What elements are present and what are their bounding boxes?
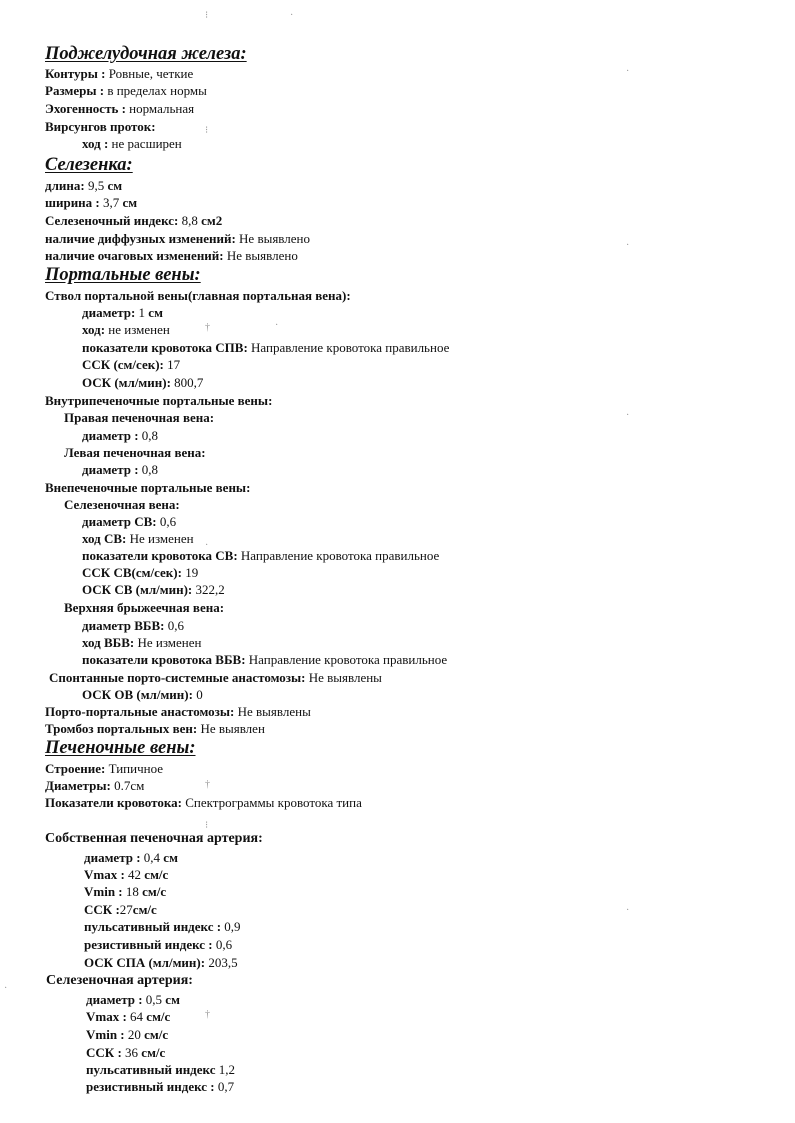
field-value: Не выявлены <box>308 670 382 685</box>
field-label: ход: <box>82 322 106 337</box>
section-title-hepatic-veins: Печеночные вены: <box>45 738 196 758</box>
field-value: 0,6 <box>215 937 233 952</box>
field-label: Ствол портальной вены(главная портальная вена): <box>45 288 351 303</box>
field-unit: см <box>148 305 163 320</box>
field-value: Не изменен <box>137 635 202 650</box>
field-label: пульсативный индекс : <box>84 919 222 934</box>
spleen-focal <box>45 247 298 264</box>
field-label: диаметр ВБВ: <box>82 618 165 633</box>
scan-speck-icon: ⁝ <box>205 820 209 831</box>
smv-flow <box>82 651 447 668</box>
hepatic-diameter <box>45 777 144 794</box>
field-label: диаметр : <box>82 428 139 443</box>
field-value: 0,4 <box>143 850 161 865</box>
field-label: Vmax : <box>86 1009 127 1024</box>
field-label: Внепеченочные портальные вены: <box>45 480 251 495</box>
field-label: наличие диффузных изменений: <box>45 231 236 246</box>
field-value: Направление кровотока правильное <box>251 340 450 355</box>
field-label: Эхогенность : <box>45 101 126 116</box>
field-label: Правая печеночная вена: <box>64 410 215 425</box>
field-unit: см <box>122 195 138 210</box>
splenic-artery-title <box>46 972 193 989</box>
smv-diameter <box>82 617 184 634</box>
sv-ssk <box>82 564 198 581</box>
field-value: 0,8 <box>141 428 159 443</box>
field-label: Строение: <box>45 761 106 776</box>
field-value: Спектрограммы кровотока типа <box>185 795 362 810</box>
spleen-index <box>45 212 222 229</box>
field-value: в пределах нормы <box>107 83 207 98</box>
ha-ssk <box>84 901 157 918</box>
ha-pi <box>84 918 241 935</box>
pancreas-duct-course <box>82 135 182 152</box>
field-value: Направление кровотока правильное <box>248 652 448 667</box>
field-unit: см <box>165 992 180 1007</box>
field-label: ОСК СПА (мл/мин): <box>84 955 206 970</box>
field-unit: см/с <box>146 1009 171 1024</box>
field-unit: см <box>107 178 123 193</box>
field-value: не расширен <box>111 136 182 151</box>
portal-extrahepatic <box>45 479 250 496</box>
field-label: Vmin : <box>86 1027 125 1042</box>
porto-portal-anastomoses <box>45 703 311 720</box>
field-unit: см/с <box>132 902 157 917</box>
portal-smv <box>64 599 224 616</box>
field-value: 0,9 <box>224 919 241 934</box>
field-label: Верхняя брыжеечная вена: <box>64 600 225 615</box>
ha-vmin <box>84 883 166 900</box>
field-value: 0,5 <box>145 992 163 1007</box>
scan-speck-icon: † <box>205 779 210 790</box>
sa-vmax <box>86 1008 170 1025</box>
scan-speck-icon: † <box>205 1009 210 1020</box>
field-value: 0,8 <box>141 462 159 477</box>
sa-vmin <box>86 1026 168 1043</box>
portal-trunk-ssk <box>82 356 180 373</box>
field-value: 27 <box>119 902 133 917</box>
field-label: Vmax : <box>84 867 125 882</box>
field-value: 8,8 <box>181 213 198 228</box>
scan-speck-icon: · <box>626 66 630 77</box>
field-value: 0 <box>196 687 203 702</box>
field-label: Внутрипеченочные портальные вены: <box>45 393 273 408</box>
sv-diameter <box>82 513 176 530</box>
field-value: 0.7см <box>114 778 145 793</box>
field-unit: см2 <box>201 213 223 228</box>
scan-speck-icon: ⁝ <box>205 125 209 136</box>
spleen-width <box>45 194 137 211</box>
field-label: Порто-портальные анастомозы: <box>45 704 235 719</box>
sv-flow <box>82 547 439 564</box>
field-label: Контуры : <box>45 66 106 81</box>
portal-trunk <box>45 287 351 304</box>
field-label: показатели кровотока СВ: <box>82 548 238 563</box>
sv-course <box>82 530 194 547</box>
field-label: Селезеночная вена: <box>64 497 180 512</box>
sa-ri <box>86 1078 234 1095</box>
field-label: Показатели кровотока: <box>45 795 182 810</box>
field-label: наличие очаговых изменений: <box>45 248 224 263</box>
scan-speck-icon: · <box>626 240 630 251</box>
field-value: 17 <box>167 357 181 372</box>
portal-thrombosis <box>45 720 265 737</box>
field-value: 800,7 <box>174 375 204 390</box>
scan-speck-icon: · <box>290 10 294 21</box>
hepatic-flow <box>45 794 362 811</box>
field-label: Селезеночная артерия: <box>46 973 193 988</box>
scan-speck-icon: · <box>626 410 630 421</box>
portal-intrahepatic <box>45 392 272 409</box>
field-label: ОСК (мл/мин): <box>82 375 171 390</box>
field-value: Направление кровотока правильное <box>240 548 440 563</box>
field-value: 1,2 <box>218 1062 235 1077</box>
scan-speck-icon: · <box>4 983 8 994</box>
field-unit: см/с <box>142 884 167 899</box>
field-label: ход : <box>82 136 109 151</box>
field-label: диаметр: <box>82 305 136 320</box>
section-title-spleen: Селезенка: <box>45 155 133 175</box>
scan-speck-icon: † <box>205 322 210 333</box>
field-value: 0,7 <box>217 1079 235 1094</box>
sv-osk <box>82 581 225 598</box>
field-value: не изменен <box>108 322 170 337</box>
spontaneous-anastomoses <box>49 669 382 686</box>
field-label: резистивный индекс : <box>86 1079 215 1094</box>
field-label: Собственная печеночная артерия: <box>45 831 263 846</box>
portal-trunk-course <box>82 321 170 338</box>
field-unit: см/с <box>141 1045 166 1060</box>
scan-speck-icon: · <box>275 320 279 331</box>
field-label: Левая печеночная вена: <box>64 445 206 460</box>
osk-ov <box>82 686 203 703</box>
hepatic-structure <box>45 760 163 777</box>
field-label: ширина : <box>45 195 100 210</box>
field-value: Не выявлены <box>237 704 311 719</box>
portal-right-diameter <box>82 427 158 444</box>
portal-trunk-diameter <box>82 304 163 321</box>
field-value: Ровные, четкие <box>108 66 194 81</box>
field-unit: см/с <box>144 867 169 882</box>
portal-right-vein <box>64 409 214 426</box>
field-value: 1 <box>138 305 146 320</box>
field-value: 42 <box>128 867 142 882</box>
sa-pi <box>86 1061 235 1078</box>
field-label: ССК (см/сек): <box>82 357 164 372</box>
field-label: Vmin : <box>84 884 123 899</box>
field-unit: см/с <box>144 1027 169 1042</box>
pancreas-duct <box>45 118 156 135</box>
field-label: ОСК СВ (мл/мин): <box>82 582 193 597</box>
field-value: 20 <box>127 1027 141 1042</box>
field-label: Вирсунгов проток: <box>45 119 156 134</box>
section-title-pancreas: Поджелудочная железа: <box>45 44 247 64</box>
pancreas-contours <box>45 65 193 82</box>
sa-diameter <box>86 991 180 1008</box>
field-label: резистивный индекс : <box>84 937 213 952</box>
field-label: ССК : <box>84 902 120 917</box>
scan-speck-icon: ⁝ <box>205 10 209 21</box>
field-value: 9,5 <box>87 178 105 193</box>
field-value: 0,6 <box>167 618 184 633</box>
ha-osk <box>84 954 238 971</box>
field-label: ССК : <box>86 1045 122 1060</box>
ha-diameter <box>84 849 178 866</box>
field-label: диаметр : <box>86 992 143 1007</box>
ha-vmax <box>84 866 168 883</box>
field-label: Селезеночный индекс: <box>45 213 179 228</box>
scan-speck-icon: · <box>626 905 630 916</box>
field-label: ССК СВ(см/сек): <box>82 565 182 580</box>
field-label: длина: <box>45 178 85 193</box>
field-value: Не выявлено <box>239 231 310 246</box>
portal-left-vein <box>64 444 206 461</box>
field-value: 18 <box>125 884 139 899</box>
section-title-portal-veins: Портальные вены: <box>45 265 201 285</box>
field-label: Размеры : <box>45 83 105 98</box>
field-label: диаметр : <box>82 462 139 477</box>
field-value: нормальная <box>129 101 195 116</box>
portal-trunk-flow <box>82 339 449 356</box>
field-value: Не изменен <box>129 531 194 546</box>
field-label: Спонтанные порто-системные анастомозы: <box>49 670 306 685</box>
pancreas-echogenicity <box>45 100 194 117</box>
field-value: Не выявлено <box>226 248 298 263</box>
ha-ri <box>84 936 232 953</box>
field-label: диаметр : <box>84 850 141 865</box>
hepatic-artery-title <box>45 830 263 847</box>
sa-ssk <box>86 1044 165 1061</box>
field-label: ход СВ: <box>82 531 127 546</box>
field-label: ход ВБВ: <box>82 635 135 650</box>
field-value: 19 <box>185 565 199 580</box>
field-value: 36 <box>125 1045 139 1060</box>
spleen-length <box>45 177 122 194</box>
field-label: показатели кровотока ВБВ: <box>82 652 246 667</box>
pancreas-size <box>45 82 207 99</box>
field-unit: см <box>163 850 178 865</box>
portal-trunk-osk <box>82 374 203 391</box>
spleen-diffuse <box>45 230 310 247</box>
scan-speck-icon: · <box>205 540 209 551</box>
portal-splenic-vein <box>64 496 180 513</box>
smv-course <box>82 634 201 651</box>
field-value: 0,6 <box>159 514 177 529</box>
field-value: 203,5 <box>208 955 238 970</box>
field-value: 3,7 <box>103 195 120 210</box>
field-label: диаметр СВ: <box>82 514 157 529</box>
field-value: 64 <box>130 1009 144 1024</box>
field-value: 322,2 <box>195 582 225 597</box>
field-value: Не выявлен <box>200 721 265 736</box>
field-label: показатели кровотока СПВ: <box>82 340 248 355</box>
portal-left-diameter <box>82 461 158 478</box>
field-label: ОСК ОВ (мл/мин): <box>82 687 193 702</box>
field-label: пульсативный индекс <box>86 1062 216 1077</box>
field-label: Диаметры: <box>45 778 111 793</box>
field-label: Тромбоз портальных вен: <box>45 721 198 736</box>
field-value: Типичное <box>108 761 164 776</box>
